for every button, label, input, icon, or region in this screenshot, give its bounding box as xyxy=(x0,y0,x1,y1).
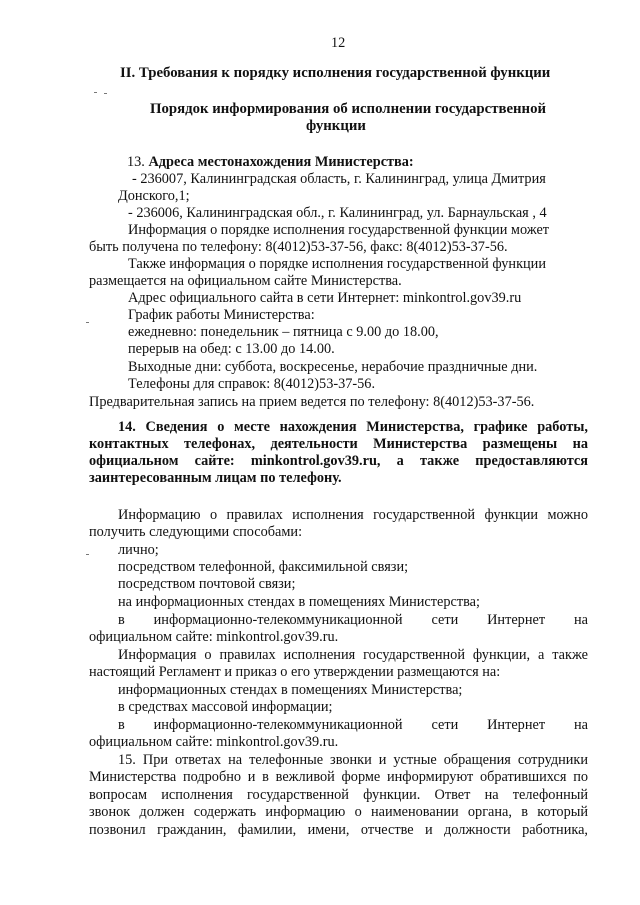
site-address: Адрес официального сайта в сети Интернет: minkontrol.gov39.ru xyxy=(128,290,522,306)
item15-line-1: 15. При ответах на телефонные звонки и устные обращения сотрудники xyxy=(118,752,588,768)
word: в xyxy=(118,612,125,628)
word: сети xyxy=(431,612,459,628)
address1-line-1: - 236007, Калининградская область, г. Калининград, улица Дмитрия xyxy=(132,171,546,187)
word: информационно-телекоммуникационной xyxy=(153,612,403,628)
site-info-line-2: размещается на официальном сайте Министерства. xyxy=(89,273,402,289)
item15-line-4: звонок должен содержать информацию о наименовании органа, в который xyxy=(89,804,588,820)
methods-intro-line-1: Информацию о правилах исполнения государственной функции можно xyxy=(118,507,588,523)
item14-line-3: официальном сайте: minkontrol.gov39.ru, а также предоставляются xyxy=(89,453,588,469)
word: Сведения xyxy=(145,419,208,435)
item13-number: 13. xyxy=(127,154,145,170)
regulation-internet-line-1 xyxy=(118,716,588,734)
method-in-person: лично; xyxy=(118,542,159,558)
phone-info-line-2: быть получена по телефону: 8(4012)53-37-56, факс: 8(4012)53-37-56. xyxy=(89,239,508,255)
word: на xyxy=(573,612,588,628)
schedule-days-off: Выходные дни: суббота, воскресенье, нерабочие праздничные дни. xyxy=(128,359,538,375)
method-internet-line-2: официальном сайте: minkontrol.gov39.ru. xyxy=(89,629,339,645)
subsection-title-line-2: функции xyxy=(306,118,366,134)
regulation-internet-line-2: официальном сайте: minkontrol.gov39.ru. xyxy=(89,734,339,750)
item15-line-5: позвонил гражданин, фамилии, имени, отчестве и должности работника, xyxy=(89,822,588,838)
schedule-lunch: перерыв на обед: с 13.00 до 14.00. xyxy=(128,341,335,357)
phone-info-line-1: Информация о порядке исполнения государственной функции может xyxy=(128,222,550,238)
method-internet-line-1 xyxy=(118,611,588,629)
section-title: II. Требования к порядку исполнения государственной функции xyxy=(120,65,551,81)
schedule-phones: Телефоны для справок: 8(4012)53-37-56. xyxy=(128,376,376,392)
item13-heading xyxy=(127,153,414,171)
regulation-place-stands: информационных стендах в помещениях Министерства; xyxy=(118,682,463,698)
word: Министерства, xyxy=(366,419,464,435)
scan-speck xyxy=(86,554,89,555)
preliminary-appointment: Предварительная запись на прием ведется по телефону: 8(4012)53-37-56. xyxy=(89,394,535,410)
method-phone-fax: посредством телефонной, факсимильной связи; xyxy=(118,559,409,575)
item13-heading-text: Адреса местонахождения Министерства: xyxy=(148,154,414,170)
word: месте xyxy=(234,419,270,435)
word: Интернет xyxy=(487,717,546,733)
word: 14. xyxy=(118,419,136,435)
site-info-line-1: Также информация о порядке исполнения государственной функции xyxy=(128,256,546,272)
word: на xyxy=(573,717,588,733)
item14-line-4: заинтересованным лицам по телефону. xyxy=(89,470,342,486)
schedule-weekdays: ежедневно: понедельник – пятница с 9.00 до 18.00, xyxy=(128,324,439,340)
scan-speck xyxy=(86,322,89,323)
word: Интернет xyxy=(487,612,546,628)
item15-line-2: Министерства подробно и в вежливой форме информируют обратившихся по xyxy=(89,769,588,785)
word: сети xyxy=(431,717,459,733)
scan-speck xyxy=(94,92,97,93)
schedule-heading: График работы Министерства: xyxy=(128,307,315,323)
method-mail: посредством почтовой связи; xyxy=(118,576,296,592)
scan-speck xyxy=(104,93,107,94)
subsection-title-line-1: Порядок информирования об исполнении государственной xyxy=(150,101,547,117)
word: о xyxy=(217,419,225,435)
item14-line-2: контактных телефонах, деятельности Министерства размещены на xyxy=(89,436,588,452)
page-number: 12 xyxy=(331,35,346,51)
word: в xyxy=(118,717,125,733)
word: графике xyxy=(473,419,528,435)
method-stands: на информационных стендах в помещениях Министерства; xyxy=(118,594,480,610)
regulation-intro-line-1: Информация о правилах исполнения государственной функции, а также xyxy=(118,647,588,663)
word: работы, xyxy=(537,419,588,435)
word: нахождения xyxy=(279,419,357,435)
item14-line-1 xyxy=(118,418,588,436)
address2: - 236006, Калининградская обл., г. Калининград, ул. Барнаульская , 4 xyxy=(128,205,547,221)
regulation-place-media: в средствах массовой информации; xyxy=(118,699,333,715)
item15-line-3: вопросам исполнения государственной функции. Ответ на телефонный xyxy=(89,787,588,803)
address1-line-2: Донского,1; xyxy=(118,188,190,204)
regulation-intro-line-2: настоящий Регламент и приказ о его утверждении размещаются на: xyxy=(89,664,501,680)
word: информационно-телекоммуникационной xyxy=(153,717,403,733)
methods-intro-line-2: получить следующими способами: xyxy=(89,524,303,540)
